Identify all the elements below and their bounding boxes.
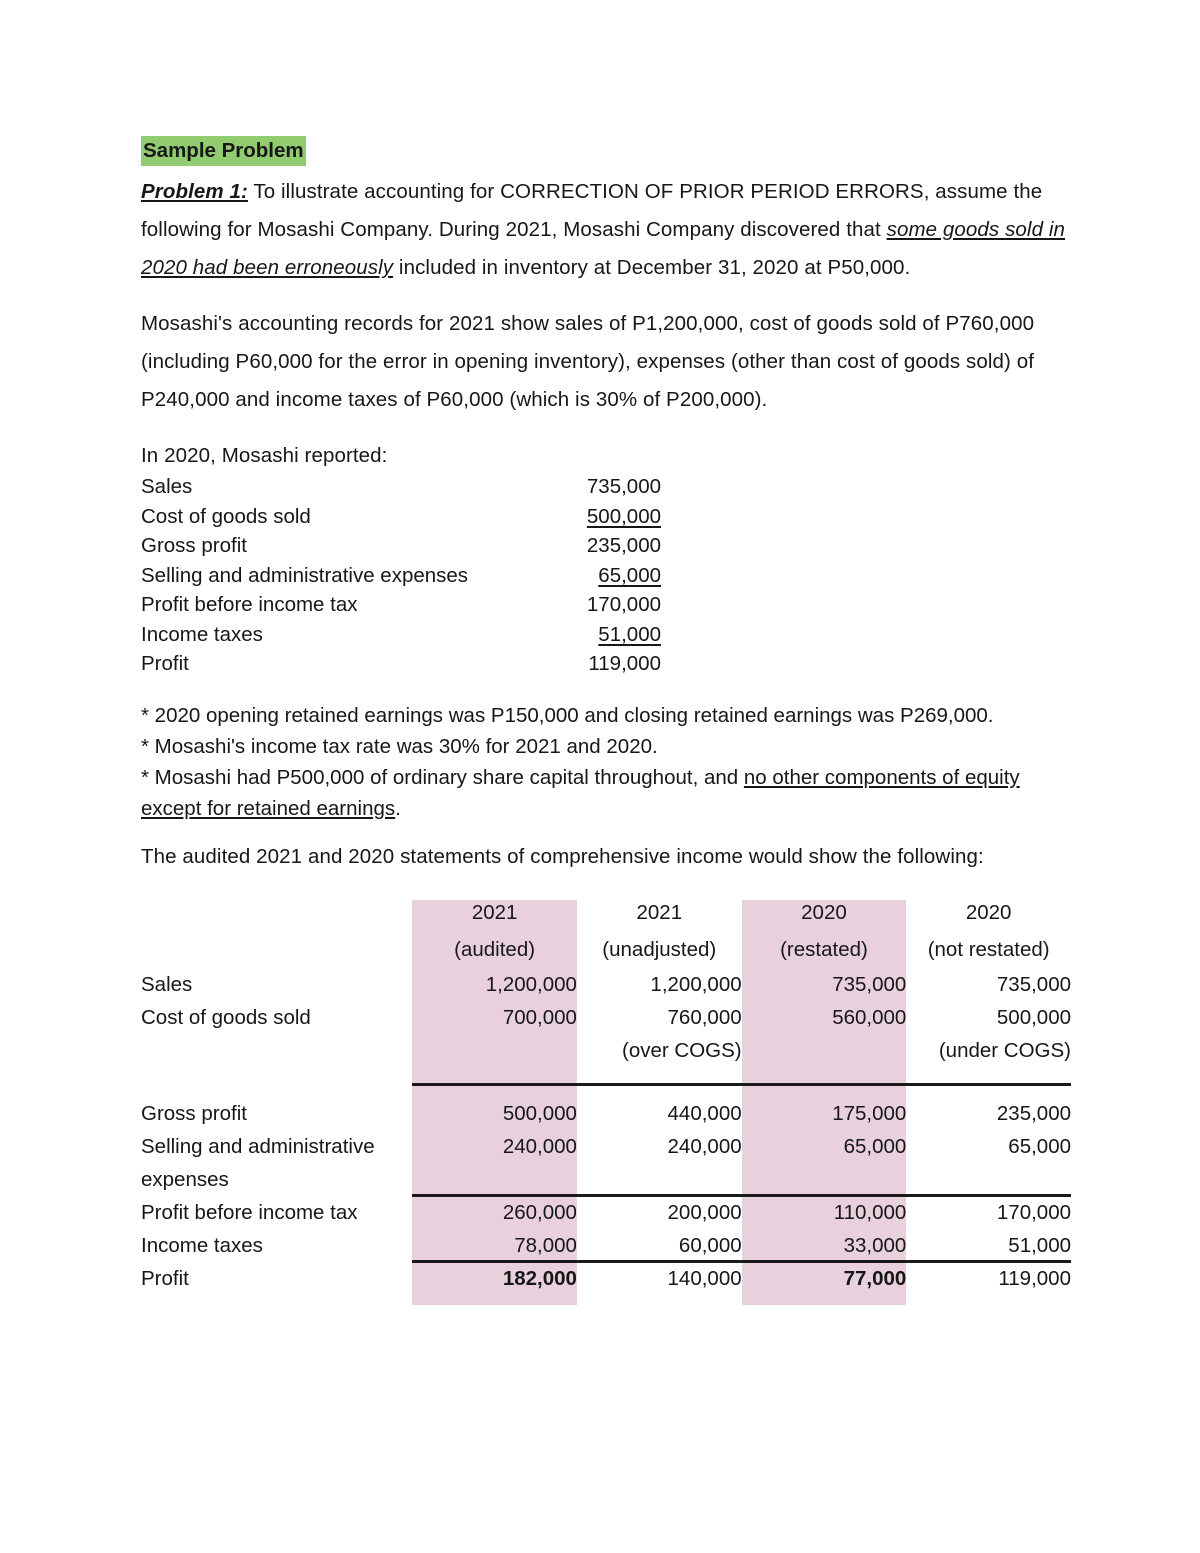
row-value: 78,000 (514, 1233, 577, 1257)
row-value: 60,000 (678, 1233, 742, 1257)
row-label: Profit before income tax (141, 1200, 358, 1224)
list-item-value: 51,000 (598, 622, 661, 646)
row-value-main: 760,000 (667, 1005, 742, 1029)
row-value: 735,000 (832, 972, 907, 996)
row-value (577, 1001, 742, 1067)
header-year: 2021 (471, 900, 518, 924)
table-row (141, 1229, 1071, 1262)
list-item-label: Profit (141, 652, 189, 675)
table-header-2020-not-restated (906, 894, 1071, 968)
row-value: 182,000 (502, 1266, 577, 1290)
row-value: 240,000 (502, 1134, 577, 1158)
problem-1-paragraph (141, 173, 1071, 287)
table-row (141, 1262, 1071, 1295)
row-value: 235,000 (996, 1101, 1071, 1125)
sample-problem-heading: Sample Problem (141, 136, 306, 166)
spacer-cell (141, 1067, 412, 1097)
table-row (141, 1001, 1071, 1067)
list-item-label: Sales (141, 475, 193, 498)
row-value: 110,000 (833, 1200, 907, 1224)
row-value-note: (under COGS) (938, 1038, 1071, 1062)
list-item-value: 500,000 (586, 504, 661, 528)
header-qualifier: (not restated) (927, 937, 1050, 961)
table-header-2020-restated (742, 894, 907, 968)
table-row (141, 1097, 1071, 1130)
row-value: 260,000 (502, 1200, 577, 1224)
table-intro: The audited 2021 and 2020 statements of comprehensive income would show the following: (141, 844, 984, 868)
row-label: Sales (141, 972, 193, 996)
note-share-capital-emphasis: no other components of equity except for retained earnings (141, 765, 1020, 820)
row-value: 440,000 (667, 1101, 742, 1125)
list-item-value: 735,000 (586, 475, 661, 498)
table-header-2021-unadjusted (577, 894, 742, 968)
document-body (141, 136, 1071, 1295)
spacer-cell (742, 1067, 907, 1097)
note-share-capital (141, 762, 1071, 824)
row-value: 1,200,000 (485, 972, 577, 996)
row-value: 140,000 (667, 1266, 742, 1290)
table-row (141, 1196, 1071, 1229)
row-value: 77,000 (843, 1266, 907, 1290)
list-item-value: 65,000 (598, 563, 661, 587)
reported-2020-list (141, 475, 661, 682)
list-item-value: 119,000 (588, 652, 661, 675)
list-item-value: 170,000 (586, 593, 661, 616)
header-year: 2020 (801, 900, 847, 924)
row-value: 175,000 (832, 1101, 907, 1125)
problem-1-text-a: To illustrate accounting for CORRECTION OF PRIOR PERIOD ERRORS, assume the following for Mosashi Company. During 2021, Mosashi Company discovered that (141, 180, 1043, 241)
page-title (141, 136, 1071, 169)
row-value-main: 500,000 (996, 1005, 1071, 1029)
list-item (141, 534, 661, 564)
note-share-capital-text-b: . (395, 796, 401, 820)
problem-1-emphasis: some goods sold in 2020 had been erroneously (141, 218, 1066, 279)
row-value: 240,000 (667, 1134, 742, 1158)
header-qualifier: (restated) (780, 937, 868, 961)
row-value: 200,000 (667, 1200, 742, 1224)
note-share-capital-text-a: * Mosashi had P500,000 of ordinary share capital throughout, and (141, 765, 744, 789)
row-value (412, 1001, 577, 1067)
row-value: 65,000 (843, 1134, 907, 1158)
comprehensive-income-table (141, 894, 1071, 1295)
table-row (141, 968, 1071, 1001)
row-value: 500,000 (502, 1101, 577, 1125)
table-spacer-row (141, 1067, 1071, 1097)
list-item (141, 652, 661, 682)
row-value (742, 1001, 907, 1067)
row-value: 119,000 (998, 1266, 1071, 1290)
row-value: 170,000 (996, 1200, 1071, 1224)
list-item-value: 235,000 (586, 534, 661, 557)
accounting-records-paragraph: Mosashi's accounting records for 2021 show sales of P1,200,000, cost of goods sold of P760,000 (including P60,000 for the error in opening inventory), expenses (other than cost of goods sold) of P240,000 and income taxes of P60,000 (which is 30% of P200,000). (141, 312, 1035, 411)
table-header-2021-audited (412, 894, 577, 968)
header-year: 2020 (965, 900, 1012, 924)
row-value: 1,200,000 (650, 972, 742, 996)
table-row (141, 1130, 1071, 1196)
row-value (906, 1001, 1071, 1067)
row-label: Profit (141, 1266, 189, 1290)
list-item-label: Cost of goods sold (141, 504, 311, 528)
row-value-main: 700,000 (502, 1005, 577, 1029)
header-year: 2021 (636, 900, 683, 924)
list-item-label: Gross profit (141, 534, 247, 557)
row-label: Selling and administrative expenses (141, 1134, 375, 1191)
list-item (141, 623, 661, 653)
row-value-main: 560,000 (832, 1005, 907, 1029)
problem-1-label: Problem 1: (141, 180, 248, 203)
header-qualifier: (audited) (454, 937, 536, 961)
comprehensive-income-table-wrapper (141, 894, 1071, 1295)
spacer-cell (906, 1067, 1071, 1097)
note-tax-rate: * Mosashi's income tax rate was 30% for 2021 and 2020. (141, 734, 658, 758)
note-retained-earnings: * 2020 opening retained earnings was P150,000 and closing retained earnings was P269,000. (141, 703, 994, 727)
row-value: 33,000 (843, 1233, 907, 1257)
row-value-note: (over COGS) (622, 1038, 742, 1062)
table-header-row (141, 894, 1071, 968)
row-label: Income taxes (141, 1233, 263, 1257)
row-label: Cost of goods sold (141, 1005, 311, 1029)
list-item-label: Selling and administrative expenses (141, 563, 469, 587)
list-item (141, 564, 661, 594)
row-value: 735,000 (996, 972, 1071, 996)
table-header-blank (141, 894, 412, 968)
reported-2020-intro: In 2020, Mosashi reported: (141, 444, 388, 467)
list-item (141, 593, 661, 623)
row-label: Gross profit (141, 1101, 247, 1125)
spacer-cell (577, 1067, 742, 1097)
row-value: 51,000 (1008, 1233, 1071, 1257)
row-value: 65,000 (1008, 1134, 1071, 1158)
list-item (141, 505, 661, 535)
list-item (141, 475, 661, 505)
header-qualifier: (unadjusted) (602, 937, 717, 961)
list-item-label: Profit before income tax (141, 593, 358, 616)
problem-1-text-b: included in inventory at December 31, 2020 at P50,000. (393, 256, 911, 279)
spacer-cell (412, 1067, 577, 1097)
list-item-label: Income taxes (141, 622, 263, 646)
